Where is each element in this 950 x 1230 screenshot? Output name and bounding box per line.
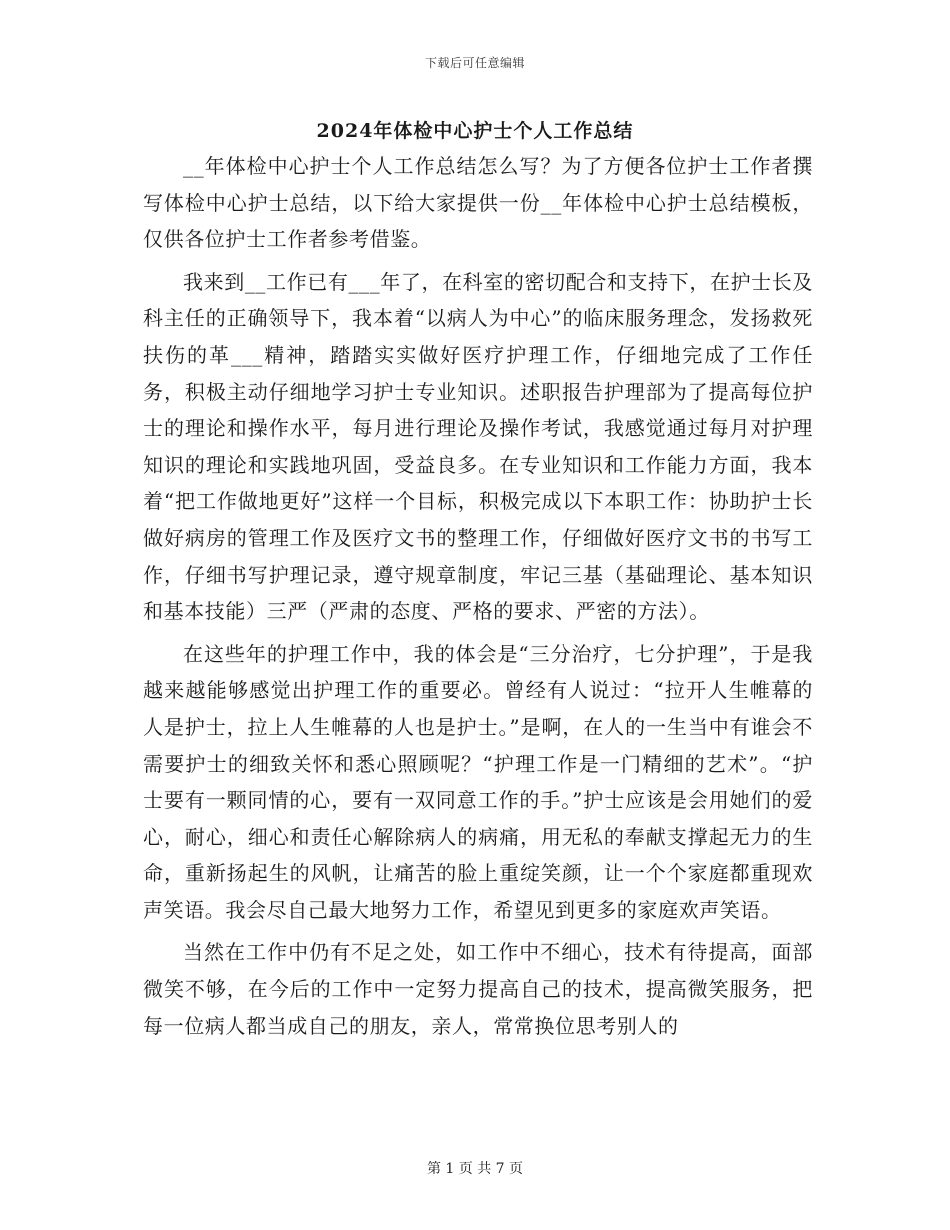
document-title: 2024年体检中心护士个人工作总结 (316, 120, 634, 142)
document-body (143, 148, 813, 1050)
paragraph-nursing-experience: 在这些年的护理工作中，我的体会是“三分治疗，七分护理”，于是我越来越能够感觉出护理工作的重要必。曾经有人说过：“拉开人生帷幕的人是护士，拉上人生帷幕的人也是护士。”是啊，在人的一生当中有谁会不需要护士的细致关怀和悉心照顾呢？“护理工作是一门精细的艺术”。“护士要有一颗同情的心，要有一双同意工作的手。”护士应该是会用她们的爱心，耐心，细心和责任心解除病人的病痛，用无私的奉献支撑起无力的生命，重新扬起生的风帆，让痛苦的脸上重绽笑颜，让一个个家庭都重现欢声笑语。我会尽自己最大地努力工作，希望见到更多的家庭欢声笑语。 (143, 641, 813, 922)
paragraph-intro: __年体检中心护士个人工作总结怎么写？为了方便各位护士工作者撰写体检中心护士总结，以下给大家提供一份__年体检中心护士总结模板，仅供各位护士工作者参考借鉴。 (143, 154, 813, 252)
paragraph-shortcomings: 当然在工作中仍有不足之处，如工作中不细心，技术有待提高，面部微笑不够，在今后的工作中一定努力提高自己的技术，提高微笑服务，把每一位病人都当成自己的朋友，亲人，常常换位思考别人的 (143, 940, 813, 1038)
paragraph-work-summary: 我来到__工作已有___年了，在科室的密切配合和支持下，在护士长及科主任的正确领导下，我本着“以病人为中心”的临床服务理念，发扬救死扶伤的革___精神，踏踏实实做好医疗护理工作，仔细地完成了工作任务，积极主动仔细地学习护士专业知识。述职报告护理部为了提高每位护士的理论和操作水平，每月进行理论及操作考试，我感觉通过每月对护理知识的理论和实践地巩固，受益良多。在专业知识和工作能力方面，我本着“把工作做地更好”这样一个目标，积极完成以下本职工作：协助护士长做好病房的管理工作及医疗文书的整理工作，仔细做好医疗文书的书写工作，仔细书写护理记录，遵守规章制度，牢记三基（基础理论、基本知识和基本技能）三严（严肃的态度、严格的要求、严密的方法）。 (143, 269, 813, 624)
page-footer: 第 1 页 共 7 页 (426, 1161, 524, 1177)
header-note: 下载后可任意编辑 (424, 56, 525, 70)
